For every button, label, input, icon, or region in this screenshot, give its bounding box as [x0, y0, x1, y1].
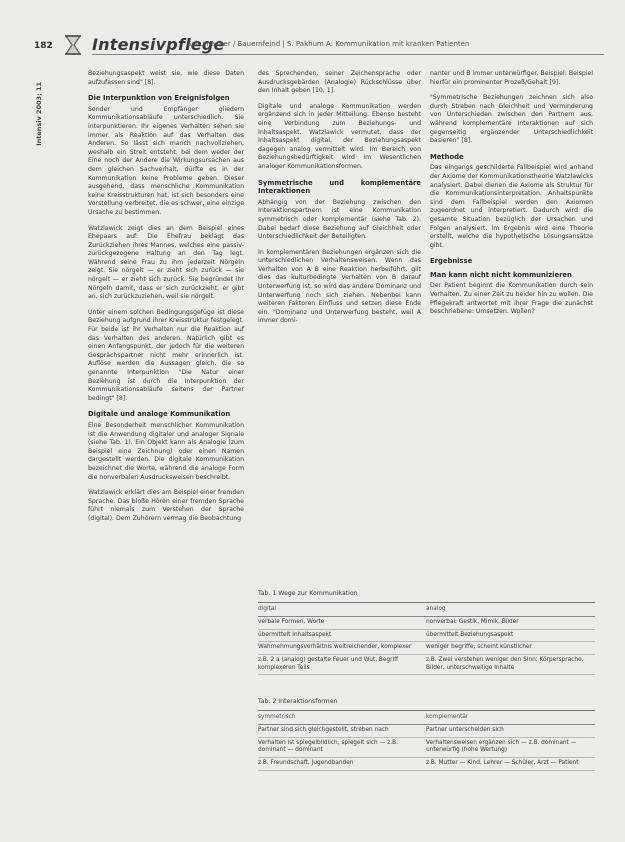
column-header: symmetrisch [258, 713, 296, 720]
paragraph: In komplementären Beziehungen ergänzen sich die unterschiedlichen Verhaltensweisen. Wenn das Verhalten von A B eine Reaktion herbeiführt, gilt dies das kulturbedingte Verhalten von B darauf Unterwerfung ist, so wird das andere Dominanz und Unterwerfung noch sich ziehen. Nebenbei kann weiteren Faktoren Einfluss und setzen diese Ende ein. "Dominanz und Unterwerfung besteht, weil A immer domi- [258, 248, 421, 325]
paragraph: "Symmetrische Beziehungen zeichnen sich also durch Streben nach Gleichheit und Verminderung von Unterschieden zwischen den Partnern aus, während komplementäre Interaktionen auf sich gegenseitig ergänzender Unterschiedlichkeit basieren" [8]. [430, 94, 593, 145]
section-heading: Methode [430, 152, 464, 161]
section-heading: Die Interpunktion von Ereignisfolgen [88, 94, 230, 103]
table-cell: nonverbal: Gestik, Mimik, Bilder [426, 619, 519, 626]
table-cell: Wahrnehmungsverhältnis weitreichender, komplexer [258, 644, 412, 651]
table-cell: weniger begriffe, scheint künstlicher [426, 644, 532, 651]
paragraph: Das eingangs geschilderte Fallbeispiel wird anhand der Axiome der Kommunikationstheorie Watzlawicks analysiert. Dabei dienen die Axiome als Struktur für die Kommunikationsinterpretation. Anhaltspunkte sind dem Fallbeispiel werden den Axiomen zugeordnet und interpretiert. Dadurch wird die gesamte Situation bezüglich der Ursachen und Folgen analysiert. Im Ergebnis wird eine Theorie erstellt, welche die hypothetische Lösungsansätze gibt. [430, 164, 593, 249]
page-number: 182 [34, 41, 53, 51]
paragraph: des Sprechenden, seiner Zeichensprache oder Ausdrucksgebärden (Analogie) Rückschlüsse über den Inhalt geben [10, 1]. [258, 70, 421, 95]
column-header: komplementär [426, 713, 469, 720]
journal-brand: Intensivpflege [92, 35, 225, 54]
paragraph: Eine Besonderheit menschlicher Kommunikation ist die Anwendung digitaler und analoger Signale (siehe Tab. 1). Ein Objekt kann als Analogie (zum Beispiel eine Zeichnung) oder einen Namen dargestellt werden. Die digitale Kommunikation bezeichnet die Worte, während die analoge Form die nonverbalen Ausdrucksweisen beschreibt. [88, 421, 244, 481]
table-row [258, 758, 595, 771]
table-caption: Tab. 1 Wege zur Kommunikation [258, 590, 358, 597]
table-cell: z.B. Zwei verstehen weniger den Sinn; Körpersprache, Bilder, unterschwellige Inhalte [426, 656, 584, 671]
paragraph: Digitale und analoge Kommunikation werden ergänzend sich in jeder Mitteilung. Ebenso besteht eine Verbindung zum Beziehungs- und Inhaltsaspekt. Watzlawick vermutet, dass der Inhaltsaspekt digital, der Beziehungsaspekt dagegen analog vermittelt wird. Im Bereich von Beziehungsbedürftigkeit wird im Wesentlichen analoger Kommunikationsformen. [258, 102, 421, 170]
table-header [258, 710, 595, 726]
section-heading: Symmetrische und komplementäre Interaktionen [258, 178, 421, 196]
table-cell: Partner unterscheiden sich [426, 727, 504, 734]
table-cell: z.B. 2 a (analog) gestalte Feuer und Wut, Begriff komplexeren Teils [258, 656, 399, 671]
column-2 [258, 70, 421, 333]
paragraph: Sender und Empfänger gliedern Kommunikationsabläufe unterschiedlich. Sie interpunktieren. Ihr eigenes Verhalten sehen sie immer als Reaktion auf das Verhalten des Anderen. So lässt sich manch nachvollziehen, weshalb ein Streit entsteht, bei dem weder der Eine noch der Andere die Wirkungsursachen aus dem gleichen Sachverhalt, dürfte es in der Kommunikation keine Probleme geben. Dieser ausgehend, dass menschliche Kommunikation keine Kreisstrukturen hat, ist sich besonders eine Vorstellung verbreitet, die es schwer, eine einzige Ursache zu bestimmen. [88, 105, 244, 216]
column-3 [430, 70, 593, 324]
table-cell: Verhalten ist spiegelbildlich, spiegelt sich — z.B. dominant — dominant [258, 739, 398, 754]
table-cell: Verhaltensweisen ergänzen sich — z.B. dominant — unterwürfig (hohe Wertung) [426, 739, 577, 754]
table-cell: übermittelt Beziehungsaspekt [426, 631, 514, 638]
paragraph: Beziehungsaspekt weist sie, wie diese Daten aufzufassen sind" [8]. [88, 70, 244, 86]
table-row [258, 655, 595, 675]
table-cell: verbale Formen, Worte [258, 619, 325, 626]
subsection-heading: Man kann nicht nicht kommunizieren [430, 270, 572, 279]
column-header: digital [258, 605, 277, 612]
header-subtitle: Schumacher / Bauernfeind | S. Pakhum A: Kommunikation mit kranken Patienten [187, 40, 470, 48]
table-row [258, 617, 595, 630]
paragraph: Watzlawick zeigt dies an dem Beispiel eines Ehepaars auf: Die Ehefrau beklagt das Zurückziehen ihres Mannes, welches eine passiv-zurückgezogene Haltung an den Tag legt. Während seine Frau zu ihm jederzeit Nörgeln zeigt. Sie nörgelt — er zieht sich zurück — sie nörgelt — er zieht sich zurück. Sie begründet ihr Nörgeln damit, dass er sich zurückzieht, er gibt an, sich zurückzuziehen, weil sie nörgelt. [88, 224, 244, 301]
table-2 [258, 698, 595, 771]
table-cell: z.B. Mutter — Kind, Lehrer — Schüler, Arzt — Patient [426, 759, 579, 766]
running-header [34, 33, 604, 57]
table-1 [258, 590, 595, 675]
paragraph: nanter und B immer unterwürfiger. Beispiel: Beispiel hierfür ein prominenter Prozeß/Gehalt [9]. [430, 70, 593, 86]
section-heading: Digitale und analoge Kommunikation [88, 410, 231, 419]
table-row [258, 738, 595, 758]
paragraph: Watzlawick erklärt dies am Beispiel einer fremden Sprache. Das bloße Hören einer fremden Sprache führt niemals zum Verstehen der Sprache (digital). Dem Zuhörern vermag die Beobachtung [88, 489, 244, 522]
table-cell: z.B. Freundschaft, Jugendbanden [258, 759, 354, 766]
hourglass-logo-icon [62, 34, 84, 56]
table-row [258, 725, 595, 738]
column-header: analog [426, 605, 446, 612]
table-header [258, 602, 595, 618]
table-cell: Partner sind sich gleichgestellt, streben nach [258, 727, 389, 734]
paragraph: Unter einem solchen Bedingungsgefüge ist diese Beziehung aufgrund ihrer Kreisstruktur festgelegt. Für beide ist ihr Verhalten nur die Reaktion auf das Verhalten des anderen. Natürlich gibt es einen Anfangspunkt, der jedoch für die weiteren Gesprächspartner nicht mehr erinnerlich ist. Auflöse werden die Aussagen gleich, die so genannte Interpunktion "Die Natur einer Beziehung ist durch die Interpunktion der Kommunikationsabläufe seitens der Partner bedingt" [8]. [88, 308, 244, 402]
section-heading: Ergebnisse [430, 257, 473, 266]
table-row [258, 642, 595, 655]
header-rule [92, 54, 604, 55]
column-1 [88, 70, 244, 531]
table-caption: Tab. 2 Interaktionsformen [258, 698, 338, 705]
table-row [258, 630, 595, 643]
side-label: Intensiv 2003; 11 [35, 82, 43, 146]
paragraph: Abhängig von der Beziehung zwischen den Interaktionspartnern ist eine Kommunikation symmetrisch oder komplementär (siehe Tab. 2). Dabei bedarf diese Beziehung auf Gleichheit oder Unterschiedlichkeit der Beteiligten. [258, 198, 421, 241]
table-cell: übermittelt Inhaltsaspekt [258, 631, 332, 638]
paragraph: Der Patient beginnt die Kommunikation durch sein Verhalten. Zu einer Zeit zu beider hin zu wollen. Die Pflegekraft antwortet mit ihrer Frage die zunächst beschriebene: Umsetzen. Wollen? [430, 282, 593, 316]
